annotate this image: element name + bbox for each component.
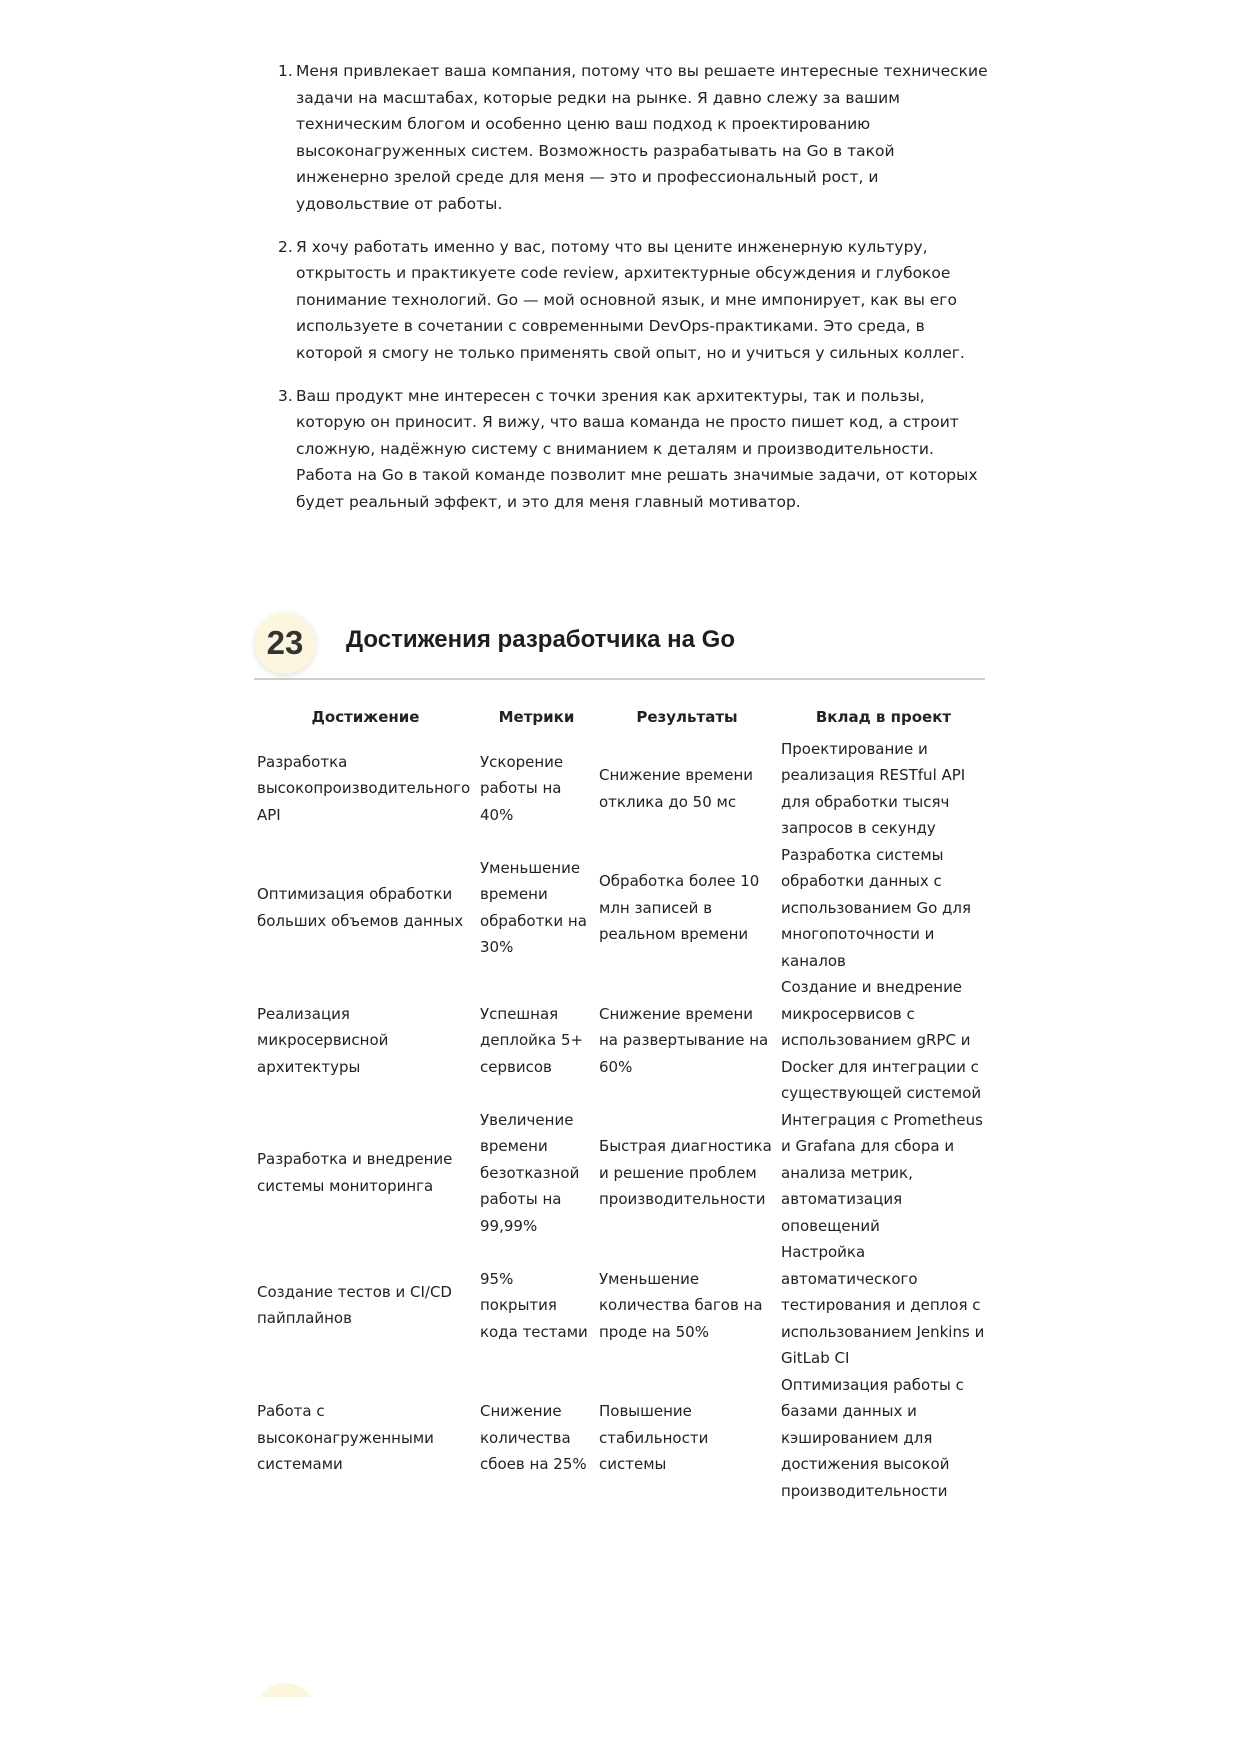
cell-achievement: Разработка и внедрение системы мониторинга — [257, 1150, 453, 1195]
cell-contribution: Создание и внедрение микросервисов с использованием gRPC и Docker для интеграции с существующей системой — [781, 978, 982, 1102]
cell-contribution: Оптимизация работы с базами данных и кэшированием для достижения высокой производительности — [781, 1375, 964, 1500]
list-item-number: 3. — [278, 386, 293, 405]
column-header-contribution: Вклад в проект — [815, 708, 952, 726]
cell-results: Обработка более 10 млн записей в реальном времени — [599, 872, 760, 943]
cell-achievement: Реализация микросервисной архитектуры — [257, 1004, 389, 1076]
cell-achievement: Разработка высокопроизводительного API — [257, 752, 471, 824]
table-row — [254, 1372, 989, 1505]
cell-metrics: Снижение количества сбоев на 25% — [480, 1402, 587, 1473]
table-row — [254, 736, 989, 842]
cell-metrics: Увеличение времени безотказной работы на 99,99% — [480, 1110, 580, 1235]
cell-achievement: Оптимизация обработки больших объемов данных — [257, 885, 464, 930]
column-header-achievement: Достижение — [311, 708, 420, 726]
cell-metrics: 95% покрытия кода тестами — [480, 1269, 588, 1341]
cell-metrics: Ускорение работы на 40% — [480, 752, 564, 824]
cell-metrics: Успешная деплойка 5+ сервисов — [480, 1004, 584, 1076]
section-number-badge: 23 — [254, 612, 316, 674]
list-item-text: Ваш продукт мне интересен с точки зрения как архитектуры, так и пользы, которую он приносит. Я вижу, что ваша команда не просто пишет код, а строит сложную, надёжную систему с вниманием к деталям и производительности. Работа на Go в такой команде позволит мне решать значимые задачи, от которых будет реальный эффект, и это для меня главный мотиватор. — [296, 386, 978, 511]
column-header-results: Результаты — [636, 708, 738, 726]
cell-achievement: Создание тестов и CI/CD пайплайнов — [257, 1282, 452, 1328]
cell-achievement: Работа с высоконагруженными системами — [257, 1402, 434, 1473]
list-item-text: Я хочу работать именно у вас, потому что вы цените инженерную культуру, открытость и практикуете code review, архитектурные обсуждения и глубокое понимание технологий. Go — мой основной язык, и мне импонирует, как вы его используете в сочетании с современными DevOps-практиками. Это среда, в которой я смогу не только применять свой опыт, но и учиться у сильных коллег. — [296, 237, 965, 362]
cell-contribution: Проектирование и реализация RESTful API для обработки тысяч запросов в секунду — [781, 739, 966, 837]
section-title: Достижения разработчика на Go — [346, 626, 735, 653]
list-item — [254, 234, 989, 367]
cell-results: Быстрая диагностика и решение проблем производительности — [599, 1137, 772, 1208]
table-row — [254, 974, 989, 1107]
cell-results: Уменьшение количества багов на проде на 50% — [599, 1269, 763, 1341]
list-item-text: Меня привлекает ваша компания, потому что вы решаете интересные технические задачи на масштабах, которые редки на рынке. Я давно слежу за вашим техническим блогом и особенно ценю ваш подход к проектированию высоконагруженных систем. Возможность разрабатывать на Go в такой инженерно зрелой среде для меня — это и профессиональный рост, и удовольствие от работы. — [296, 62, 988, 213]
cell-results: Снижение времени на развертывание на 60% — [599, 1004, 769, 1076]
cell-contribution: Разработка системы обработки данных с использованием Go для многопоточности и каналов — [781, 845, 972, 970]
column-header-metrics: Метрики — [498, 708, 575, 726]
list-item — [254, 383, 989, 516]
cell-contribution: Настройка автоматического тестирования и деплоя с использованием Jenkins и GitLab CI — [781, 1243, 985, 1367]
table-row — [254, 842, 989, 975]
list-item — [254, 58, 989, 218]
next-section-badge-circle — [254, 1683, 316, 1697]
achievements-table — [254, 701, 989, 1504]
motivation-list — [254, 58, 989, 532]
table-header-row — [254, 701, 989, 736]
list-item-number: 1. — [278, 62, 293, 80]
table-row — [254, 1239, 989, 1372]
cell-contribution: Интеграция с Prometheus и Grafana для сбора и анализа метрик, автоматизация оповещений — [781, 1110, 983, 1235]
section-header — [254, 606, 985, 680]
cell-results: Повышение стабильности системы — [599, 1402, 709, 1473]
list-item-number: 2. — [278, 237, 293, 256]
next-section-badge — [254, 1683, 316, 1697]
table-row — [254, 1107, 989, 1240]
cell-results: Снижение времени отклика до 50 мс — [599, 766, 754, 811]
cell-metrics: Уменьшение времени обработки на 30% — [480, 858, 587, 957]
